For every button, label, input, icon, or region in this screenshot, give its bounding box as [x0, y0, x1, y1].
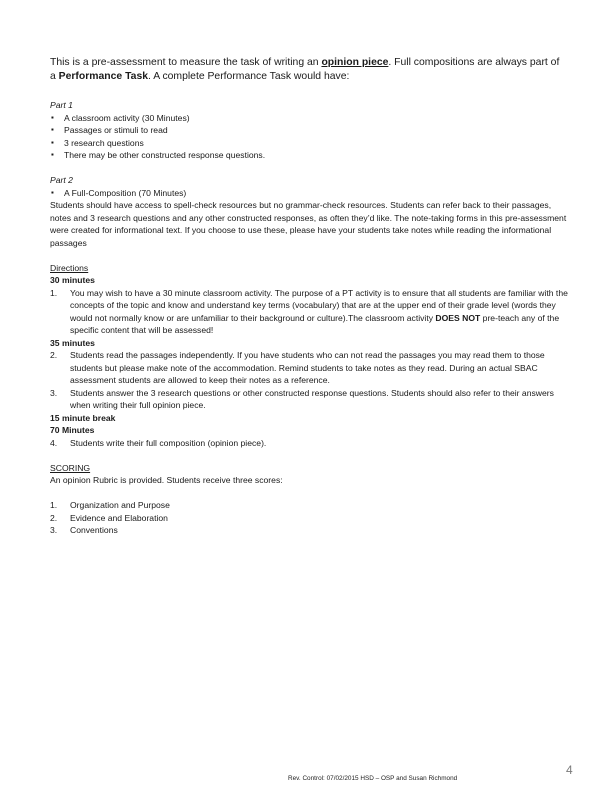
part1-item: ▪ A classroom activity (30 Minutes)	[50, 112, 570, 125]
scoring-intro: An opinion Rubric is provided. Students receive three scores:	[50, 475, 283, 485]
footer-revision-control: Rev. Control: 07/02/2015 HSD – OSP and Susan Richmond	[288, 775, 458, 782]
spacer	[50, 249, 570, 262]
score-label: Conventions	[70, 525, 118, 535]
time-label-35: 35 minutes	[50, 337, 95, 348]
step-text: Students write their full composition (opinion piece).	[70, 437, 267, 448]
part1-item: ▪ There may be other constructed response questions.	[50, 149, 570, 162]
intro-emphasis-performance-task: Performance Task	[58, 71, 148, 82]
document-body	[50, 99, 570, 537]
scoring-item	[50, 512, 570, 525]
intro-text-end: . A complete Performance Task would have:	[148, 71, 350, 82]
spacer	[50, 162, 570, 175]
score-label: Organization and Purpose	[70, 500, 170, 510]
directions-heading: Directions	[50, 262, 89, 273]
spacer	[50, 449, 570, 462]
score-label: Evidence and Elaboration	[70, 512, 168, 523]
intro-emphasis-opinion-piece: opinion piece	[321, 57, 389, 68]
part1-item: ▪ Passages or stimuli to read	[50, 124, 570, 137]
score-number: 1.	[50, 500, 58, 510]
intro-text-middle: . Full compositions are always part of a	[50, 57, 560, 82]
spacer	[50, 487, 570, 500]
scoring-item	[50, 499, 570, 512]
part2-item: ▪ A Full-Composition (70 Minutes)	[50, 187, 570, 200]
direction-step-3	[50, 387, 570, 412]
step-number: 2.	[50, 350, 58, 360]
scoring-heading: SCORING	[50, 462, 91, 473]
intro-text-start: This is a pre-assessment to measure the task of writing an	[50, 57, 322, 68]
step1-text-start: You may wish to have a 30 minute classroom activity. The purpose of a PT activity is to ensure that all students are familiar with the concepts of the topic and know and understand key terms (vocabulary) that are at the upper end of their grade level (words they would not normally know or are unfamiliar to their background or culture).The classroom activity	[70, 287, 568, 323]
break-label: 15 minute break	[50, 412, 116, 423]
score-number: 3.	[50, 525, 58, 535]
time-label-30: 30 minutes	[50, 275, 95, 285]
direction-step-2	[50, 349, 570, 387]
step-text	[70, 287, 570, 337]
direction-step-1	[50, 287, 570, 337]
score-number: 2.	[50, 512, 58, 523]
step-number: 1.	[50, 287, 58, 298]
step-text: Students answer the 3 research questions or other constructed response questions. Students should also refer to their answers when writing their full opinion piece.	[70, 387, 554, 410]
step-text: Students read the passages independently. If you have students who can not read the passages you may read them to those students but please make note of the accommodation. Remind students to take notes as they read. During an actual SBAC assessment students are allowed to keep their notes as a reference.	[70, 350, 545, 385]
scoring-item	[50, 524, 570, 537]
part2-paragraph: Students should have access to spell-check resources but no grammar-check resources. Students can refer back to their passages, notes and 3 research questions and any other constructed responses, as often they’d like. The note-taking forms in this pre-assessment were created for informational text. If you choose to use these, please have your students take notes while reading the informational passages	[50, 200, 567, 248]
step-number: 3.	[50, 387, 58, 398]
part2-heading: Part 2	[50, 175, 73, 185]
part1-item: ▪ 3 research questions	[50, 137, 570, 150]
step-number: 4.	[50, 437, 58, 448]
step1-emphasis: DOES NOT	[435, 312, 481, 323]
step1-text-end: pre-teach any of the specific content that will be assessed!	[70, 312, 560, 335]
direction-step-4	[50, 437, 570, 450]
page-number: 4	[566, 763, 573, 777]
intro-paragraph	[50, 56, 565, 84]
part1-heading: Part 1	[50, 100, 73, 110]
time-label-70: 70 Minutes	[50, 425, 95, 435]
